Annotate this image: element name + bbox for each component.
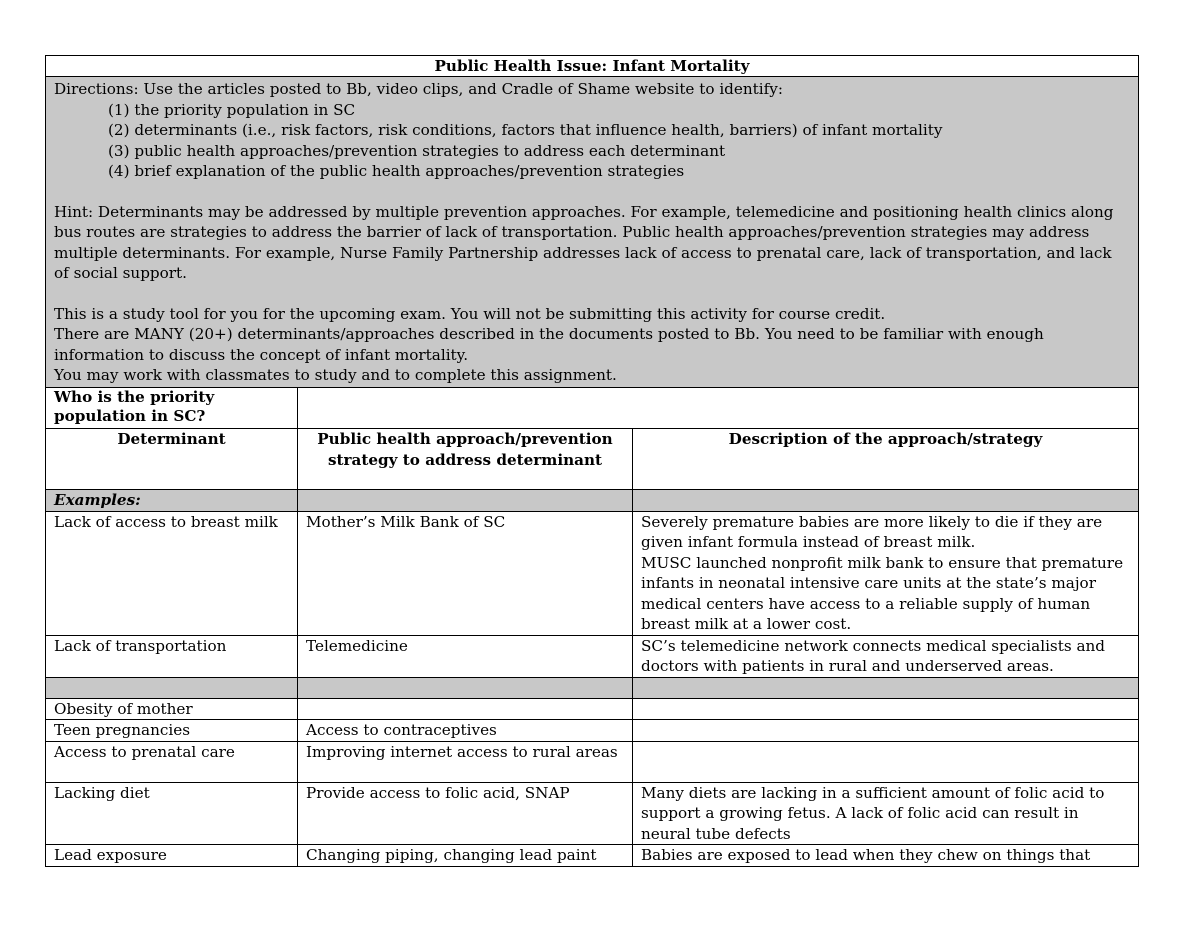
directions-cell: [46, 77, 1139, 388]
approach-cell[interactable]: Improving internet access to rural areas: [298, 741, 633, 782]
determinant-cell[interactable]: Teen pregnancies: [46, 720, 298, 742]
header-approach: Public health approach/prevention strategy to address determinant: [298, 429, 633, 490]
header-description: Description of the approach/strategy: [633, 429, 1139, 490]
priority-row: [46, 388, 1139, 429]
separator-row: [46, 677, 1139, 698]
approach-cell[interactable]: Provide access to folic acid, SNAP: [298, 782, 633, 845]
determinant-cell[interactable]: Obesity of mother: [46, 698, 298, 720]
direction-item: (2) determinants (i.e., risk factors, risk conditions, factors that influence health, barriers) of infant mortality: [108, 121, 943, 139]
title-row: [46, 56, 1139, 77]
direction-item: (4) brief explanation of the public health approaches/prevention strategies: [108, 162, 685, 180]
determinant-cell[interactable]: Lacking diet: [46, 782, 298, 845]
infant-mortality-table: [45, 55, 1139, 867]
table-row: [46, 845, 1139, 867]
worksheet: [45, 55, 1138, 867]
classmates-note: You may work with classmates to study and to complete this assignment.: [54, 366, 617, 384]
table-row: [46, 741, 1139, 782]
description-cell[interactable]: Babies are exposed to lead when they chew on things that: [633, 845, 1139, 867]
examples-label-row: [46, 490, 1139, 512]
table-row: [46, 720, 1139, 742]
example-description: SC’s telemedicine network connects medical specialists and doctors with patients in rural and underserved areas.: [633, 635, 1139, 677]
description-cell[interactable]: [633, 741, 1139, 782]
directions-row: [46, 77, 1139, 388]
example-approach: Telemedicine: [298, 635, 633, 677]
direction-item: (1) the priority population in SC: [108, 100, 356, 119]
example-description-text: MUSC launched nonprofit milk bank to ensure that premature infants in neonatal intensive care units at the state’s major medical centers have access to a reliable supply of human breast milk at a lower cost.: [641, 553, 1124, 633]
priority-question: Who is the priority population in SC?: [46, 388, 298, 429]
priority-answer-field[interactable]: [298, 388, 1139, 429]
example-description-text: Severely premature babies are more likely to die if they are given infant formula instead of breast milk.: [641, 512, 1103, 551]
approach-cell[interactable]: Access to contraceptives: [298, 720, 633, 742]
example-row: [46, 511, 1139, 635]
direction-item: (3) public health approaches/prevention strategies to address each determinant: [108, 141, 726, 160]
approach-cell[interactable]: [298, 698, 633, 720]
table-row: [46, 698, 1139, 720]
description-cell[interactable]: Many diets are lacking in a sufficient amount of folic acid to support a growing fetus. A lack of folic acid can result in neural tube defects: [633, 782, 1139, 845]
study-note: This is a study tool for you for the upcoming exam. You will not be submitting this activity for course credit.: [54, 304, 886, 323]
approach-cell[interactable]: Changing piping, changing lead paint: [298, 845, 633, 867]
example-row: [46, 635, 1139, 677]
table-row: [46, 782, 1139, 845]
example-approach: Mother’s Milk Bank of SC: [298, 511, 633, 635]
example-determinant: Lack of transportation: [46, 635, 298, 677]
examples-label: Examples:: [46, 490, 298, 512]
many-note: There are MANY (20+) determinants/approaches described in the documents posted to Bb. You need to be familiar with enough information to discuss the concept of infant mortality.: [54, 325, 1044, 364]
determinant-cell[interactable]: Lead exposure: [46, 845, 298, 867]
header-determinant: Determinant: [46, 429, 298, 490]
description-cell[interactable]: [633, 720, 1139, 742]
example-determinant: Lack of access to breast milk: [46, 511, 298, 635]
page-title: Public Health Issue: Infant Mortality: [46, 56, 1139, 77]
example-description: [633, 511, 1139, 635]
directions-intro: Directions: Use the articles posted to Bb, video clips, and Cradle of Shame website to identify:: [54, 80, 783, 98]
determinant-cell[interactable]: Access to prenatal care: [46, 741, 298, 782]
header-row: [46, 429, 1139, 490]
hint-text: Hint: Determinants may be addressed by multiple prevention approaches. For example, telemedicine and positioning health clinics along bus routes are strategies to address the barrier of lack of transportation. Public health approaches/prevention strategies may address multiple determinants. For example, Nurse Family Partnership addresses lack of access to prenatal care, lack of transportation, and lack of social support.: [54, 202, 1114, 282]
description-cell[interactable]: [633, 698, 1139, 720]
